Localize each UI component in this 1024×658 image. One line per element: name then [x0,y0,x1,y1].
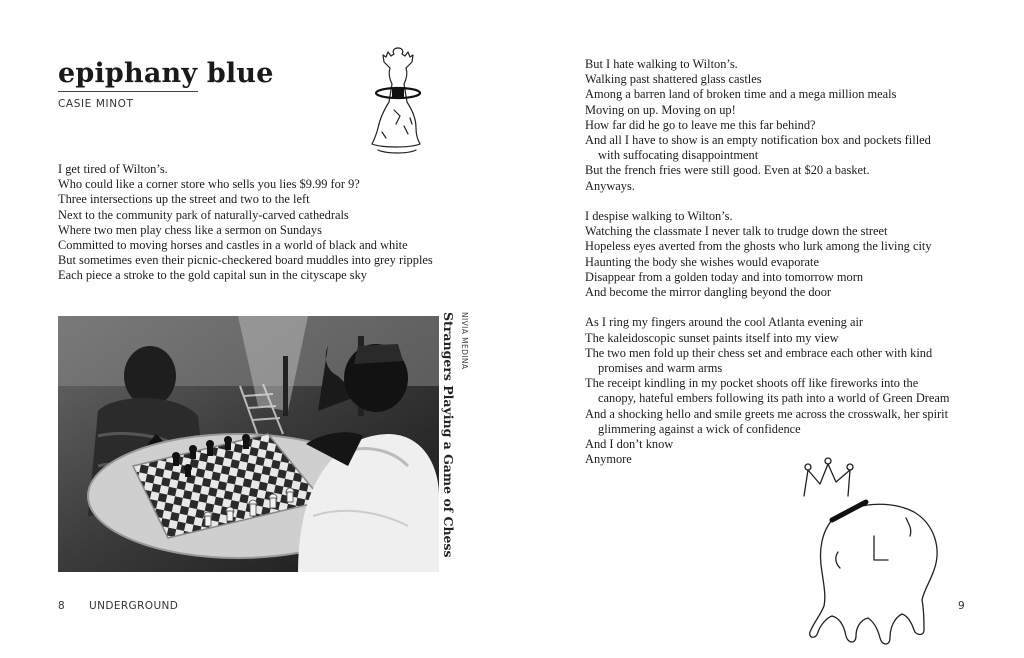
poem-line: Three intersections up the street and two to the left [58,192,310,207]
poem-stanza-1 [58,162,433,284]
poem-line: And all I have to show is an empty notification box and pockets filled [585,133,931,148]
poem-line: Moving on up. Moving on up! [585,102,736,117]
photo-title: Strangers Playing a Game of Chess [441,312,456,558]
poem-line: Haunting the body she wishes would evaporate [585,254,819,269]
poem-line: Anyways. [585,178,635,193]
poem-continued [585,57,950,467]
poem-title: epiphany blue [58,58,274,89]
poem-line: But sometimes even their picnic-checkered board muddles into grey ripples [58,253,433,268]
poem-line: Among a barren land of broken time and a mega million meals [585,87,897,102]
poem-line: And I don’t know [585,437,674,452]
poem-line: glimmering against a wick of confidence [598,421,801,436]
poem-line: The two men fold up their chess set and embrace each other with kind [585,345,933,360]
poem-line: Who could like a corner store who sells you lies $9.99 for 9? [58,177,360,192]
page-number: 8 [58,600,66,612]
poem-line: Where two men play chess like a sermon on Sundays [58,222,322,237]
author-name: CASIE MINOT [58,98,134,110]
poem-line: canopy, hateful embers following its path into a world of Green Dream [598,391,950,406]
melting-clock-illustration [774,440,954,652]
poem-line: How far did he go to leave me this far behind? [585,117,816,132]
poem-line: Watching the classmate I never talk to trudge down the street [585,224,888,239]
poem-line: I get tired of Wilton’s. [58,162,168,176]
poem-line: Disappear from a golden today and into tomorrow morn [585,269,864,284]
poem-line: Next to the community park of naturally-carved cathedrals [58,207,349,222]
poem-line: promises and warm arms [598,361,723,376]
poem-line: But I hate walking to Wilton’s. [585,57,738,71]
poem-line: But the french fries were still good. Even at $20 a basket. [585,163,870,178]
poem-line: The receipt kindling in my pocket shoots off like fireworks into the [585,376,919,391]
right-page [512,0,1024,658]
poem-line: Walking past shattered glass castles [585,72,762,87]
magazine-name: UNDERGROUND [89,600,179,612]
poem-line: with suffocating disappointment [598,148,759,163]
title-divider [58,91,198,92]
stanza-break [585,194,950,209]
poem-line: And become the mirror dangling beyond the door [585,285,832,300]
stanza-break [585,300,950,315]
photo-credit: NIVIA MEDINA [460,312,469,370]
poem-line: Committed to moving horses and castles in a world of black and white [58,238,408,253]
chess-queen-illustration [358,44,434,162]
chess-photograph [58,316,439,572]
poem-line: Each piece a stroke to the gold capital sun in the cityscape sky [58,268,367,283]
poem-line: Hopeless eyes averted from the ghosts who lurk among the living city [585,239,932,254]
poem-line: I despise walking to Wilton’s. [585,209,733,224]
page-number: 9 [958,600,966,612]
poem-line: The kaleidoscopic sunset paints itself into my view [585,330,839,345]
poem-line: As I ring my fingers around the cool Atlanta evening air [585,315,864,330]
poem-line: And a shocking hello and smile greets me across the crosswalk, her spirit [585,406,949,421]
poem-line: Anymore [585,452,632,467]
